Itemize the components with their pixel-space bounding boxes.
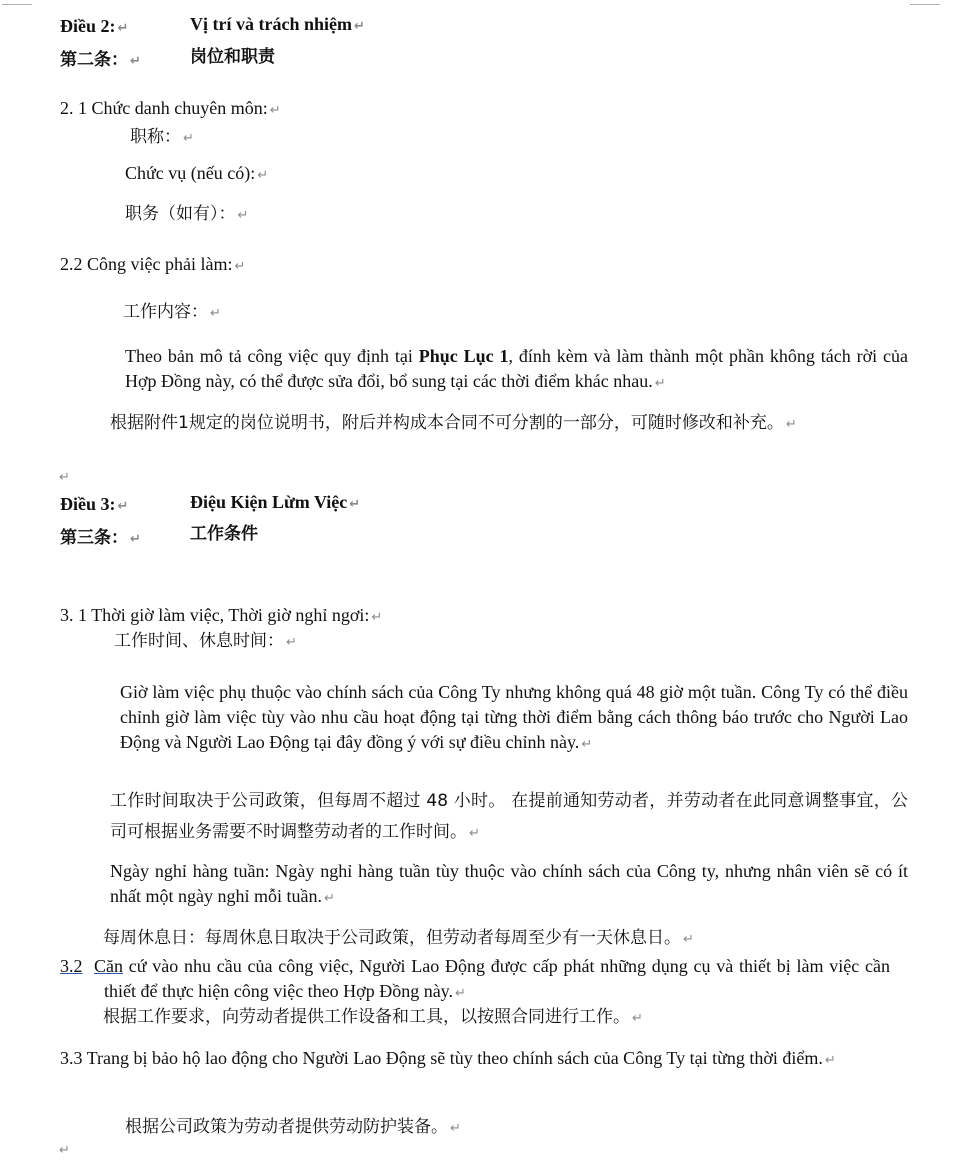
article2-title-vi: Vị trí và trách nhiệm ↵ (190, 14, 365, 34)
empty-paragraph-mark: ↵ (59, 470, 70, 485)
section-2-2-paragraph-zh: 根据附件1规定的岗位说明书，附后并构成本合同不可分割的一部分，可随时修改和补充。 ↵ (110, 413, 797, 433)
weekly-rest-paragraph-zh: 每周休息日：每周休息日取决于公司政策，但劳动者每周至少有一天休息日。 ↵ (103, 928, 694, 948)
position-zh: 职务（如有）： ↵ (125, 204, 249, 224)
section-3-3-zh: 根据公司政策为劳动者提供劳动防护装备。 ↵ (125, 1117, 461, 1137)
section-3-2-zh: 根据工作要求，向劳动者提供工作设备和工具，以按照合同进行工作。 ↵ (103, 1007, 643, 1027)
article2-title-zh: 岗位和职责 (190, 47, 275, 67)
appendix-1-reference: Phục Lục 1 (418, 346, 509, 366)
section-2-2-zh: 工作内容： ↵ (123, 302, 221, 322)
section-2-1-vi: 2. 1 Chức danh chuyên môn: ↵ (60, 98, 281, 118)
position-vi: Chức vụ (nếu có): ↵ (125, 163, 269, 183)
article2-label-vi: Điều 2: ↵ (60, 16, 129, 36)
page-corner-mark-left (2, 0, 32, 5)
working-hours-paragraph-zh: 工作时间取决于公司政策，但每周不超过 48 小时。 在提前通知劳动者，并劳动者在此同意调整事宜，公司可根据业务需要不时调整劳动者的工作时间。 ↵ (110, 791, 908, 842)
section-3-2-first-word: Căn (94, 956, 124, 976)
working-hours-paragraph-vi: Giờ làm việc phụ thuộc vào chính sách của Công Ty nhưng không quá 48 giờ một tuần. Công Ty có thể điều chỉnh giờ làm việc tùy vào nhu cầu hoạt động tại từng thời điểm bằng cách thông báo trước cho Người Lao Động và Người Lao Động tại đây đồng ý với sự điều chỉnh này. ↵ (120, 682, 908, 752)
section-3-2-number: 3.2 (60, 956, 83, 976)
section-2-2-paragraph-vi: Theo bản mô tả công việc quy định tại Phục Lục 1, đính kèm và làm thành một phần không tách rời của Hợp Đồng này, có thể được sửa đổi, bổ sung tại các thời điểm khác nhau. ↵ (125, 346, 908, 391)
article2-label-zh: 第二条： ↵ (60, 50, 141, 70)
section-2-2-vi: 2.2 Công việc phải làm: ↵ (60, 254, 246, 274)
page-corner-mark-right (910, 0, 940, 5)
section-3-2-vi: 3.2 Căn cứ vào nhu cầu của công việc, Người Lao Động được cấp phát những dụng cụ và thiết bị làm việc cần thiết để thực hiện công việc theo Hợp Đồng này. ↵ (60, 956, 891, 1001)
section-2-1-zh: 职称： ↵ (130, 127, 194, 147)
article3-title-vi: Điệu Kiện Lừm Việc ↵ (190, 492, 361, 512)
article3-label-vi: Điều 3: ↵ (60, 494, 129, 514)
article3-title-zh: 工作条件 (190, 524, 258, 544)
article3-label-zh: 第三条： ↵ (60, 528, 141, 548)
section-3-3-vi: 3.3 Trang bị bảo hộ lao động cho Người Lao Động sẽ tùy theo chính sách của Công Ty tại từng thời điểm. ↵ (60, 1048, 836, 1068)
section-3-1-vi: 3. 1 Thời giờ làm việc, Thời giờ nghỉ ngơi: ↵ (60, 605, 383, 625)
final-paragraph-mark: ↵ (59, 1143, 70, 1158)
section-3-1-zh: 工作时间、休息时间： ↵ (114, 631, 297, 651)
weekly-rest-paragraph-vi: Ngày nghỉ hàng tuần: Ngày nghỉ hàng tuần tùy thuộc vào chính sách của Công ty, nhưng nhân viên sẽ có ít nhất một ngày nghỉ mỗi tuần. ↵ (110, 861, 908, 906)
